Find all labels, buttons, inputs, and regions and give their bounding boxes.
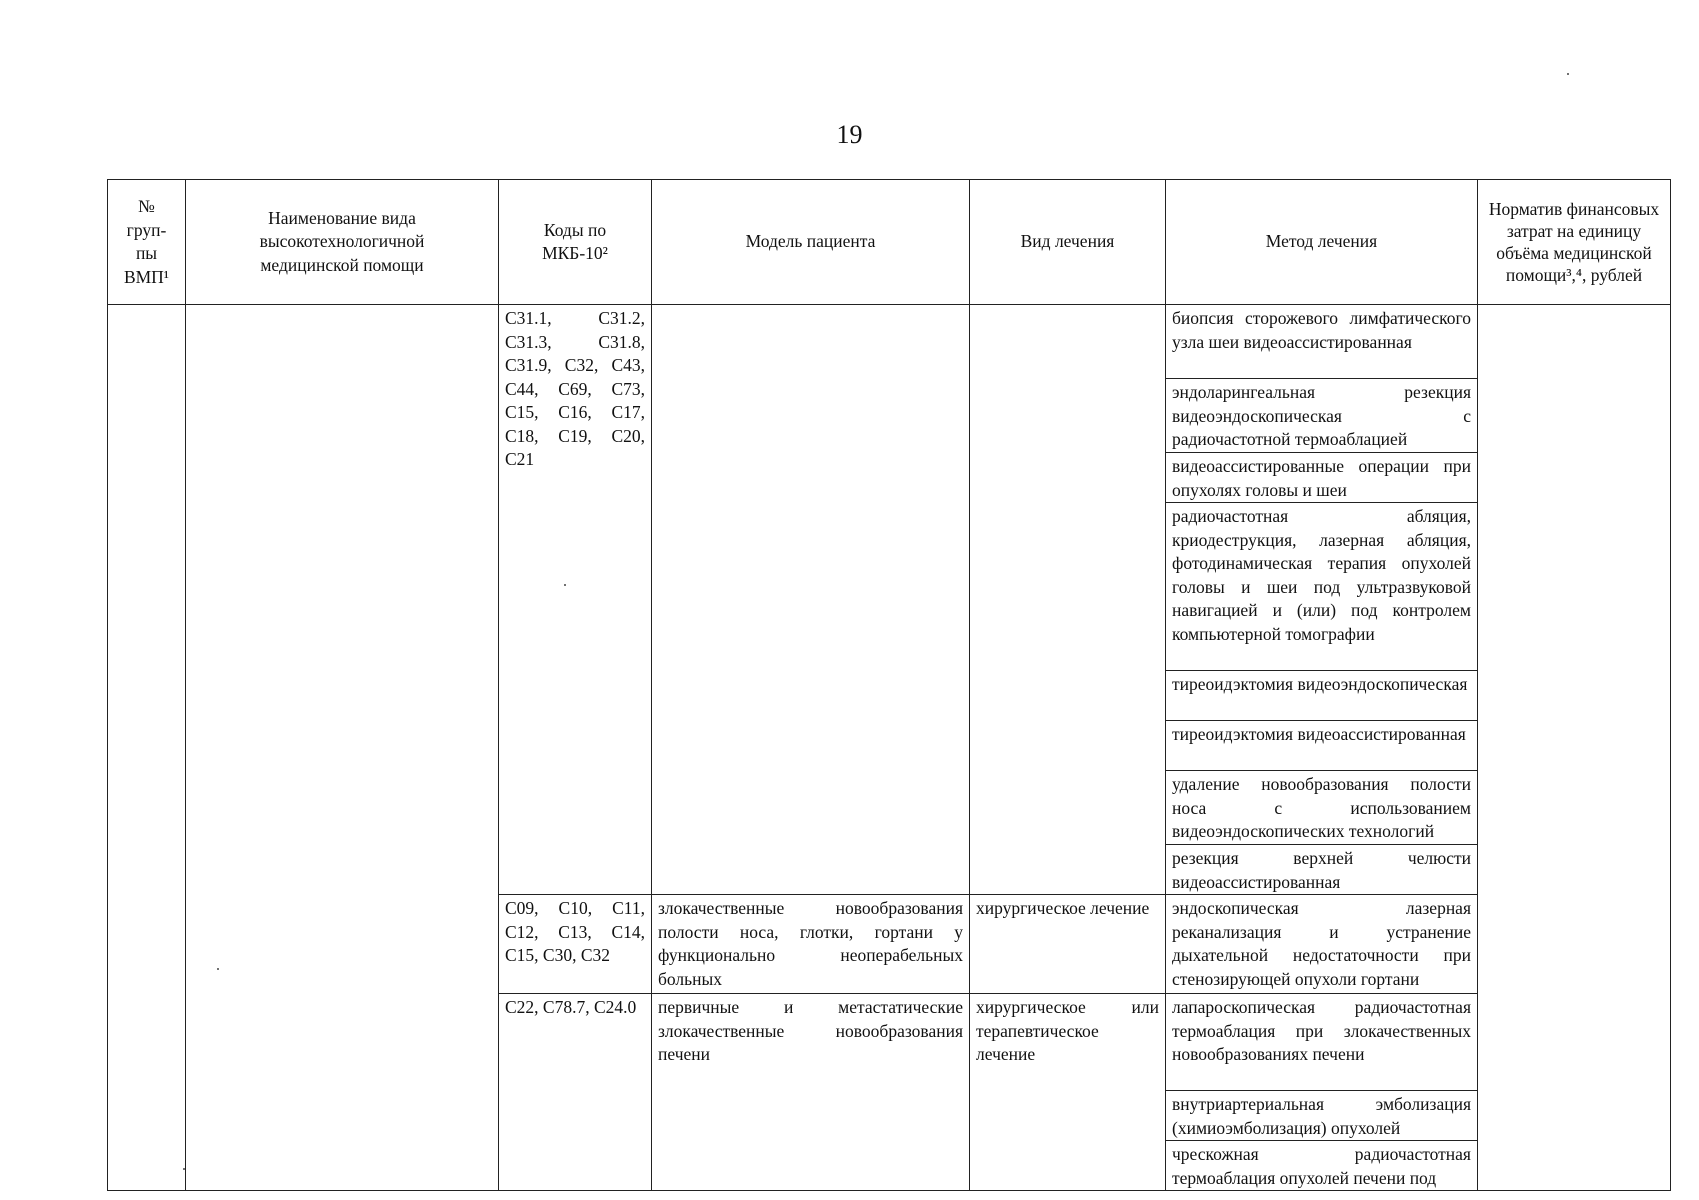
page-number: 19 (836, 120, 863, 149)
care-type-cell (186, 305, 499, 1191)
scan-speck (217, 968, 219, 970)
patient-model-cell: злокачественные новообразования полости носа, глотки, гортани у функционально неоперабельных больных (652, 895, 970, 994)
cost-standard-cell (1478, 305, 1671, 1191)
method-item: лапароскопическая радиочастотная термоаблация при злокачественных новообразованиях печени (1166, 994, 1477, 1091)
treatment-type-cell: хирургическое лечение (970, 895, 1166, 994)
header-treatment-type: Вид лечения (970, 180, 1166, 305)
table-row (108, 305, 1671, 895)
table-header-row (108, 180, 1671, 305)
header-care-type: Наименование вида высокотехнологичной медицинской помощи (186, 180, 499, 305)
scan-speck (564, 584, 566, 586)
method-item: эндоларингеальная резекция видеоэндоскопическая с радиочастотной термоаблацией (1166, 379, 1477, 453)
header-group-number (108, 180, 186, 305)
method-item: тиреоидэктомия видеоэндоскопическая (1166, 671, 1477, 721)
icd-codes-cell: С22, С78.7, С24.0 (499, 994, 652, 1191)
header-icd-codes: Коды по МКБ-10² (499, 180, 652, 305)
method-item: внутриартериальная эмболизация (химиоэмболизация) опухолей (1166, 1091, 1477, 1141)
header-group-number-line: ВМП¹ (123, 266, 170, 287)
method-item: чрескожная радиочастотная термоаблация опухолей печени под (1172, 1144, 1471, 1188)
method-item: удаление новообразования полости носа с использованием видеоэндоскопических технологий (1166, 771, 1477, 845)
header-group-number-line: № (138, 196, 155, 216)
method-item: резекция верхней челюсти видеоассистированная (1172, 848, 1471, 892)
treatment-type-cell (970, 305, 1166, 895)
method-item: тиреоидэктомия видеоассистированная (1166, 721, 1477, 771)
group-number-cell (108, 305, 186, 1191)
header-treatment-method: Метод лечения (1166, 180, 1478, 305)
scan-speck (1567, 73, 1569, 75)
icd-codes-cell: С09, С10, С11, С12, С13, С14, С15, С30, С32 (499, 895, 652, 994)
header-group-number-line: пы (135, 243, 158, 263)
patient-model-cell (652, 305, 970, 895)
method-item: радиочастотная абляция, криодеструкция, лазерная абляция, фотодинамическая терапия опухолей головы и шеи под ультразвуковой навигацией и (или) под контролем компьютерной томографии (1166, 503, 1477, 671)
vmp-table (107, 179, 1671, 1191)
treatment-method-cell (1166, 895, 1478, 994)
header-cost-standard: Норматив финансовых затрат на единицу объёма медицинской помощи³,⁴, рублей (1478, 180, 1671, 305)
treatment-method-cell (1166, 305, 1478, 895)
method-item: биопсия сторожевого лимфатического узла шеи видеоассистированная (1166, 305, 1477, 379)
header-patient-model: Модель пациента (652, 180, 970, 305)
header-group-number-line: груп- (126, 219, 167, 240)
treatment-method-cell (1166, 994, 1478, 1191)
method-item: эндоскопическая лазерная реканализация и устранение дыхательной недостаточности при стенозирующей опухоли гортани (1172, 898, 1471, 989)
treatment-type-cell: хирургическое или терапевтическое лечение (970, 994, 1166, 1191)
method-item: видеоассистированные операции при опухолях головы и шеи (1166, 453, 1477, 503)
icd-codes-cell: С31.1, С31.2, С31.3, С31.8, С31.9, С32, С43, С44, С69, С73, С15, С16, С17, С18, С19, С20, С21 (499, 305, 652, 895)
patient-model-cell: первичные и метастатические злокачественные новообразования печени (652, 994, 970, 1191)
scan-speck (183, 1168, 185, 1170)
